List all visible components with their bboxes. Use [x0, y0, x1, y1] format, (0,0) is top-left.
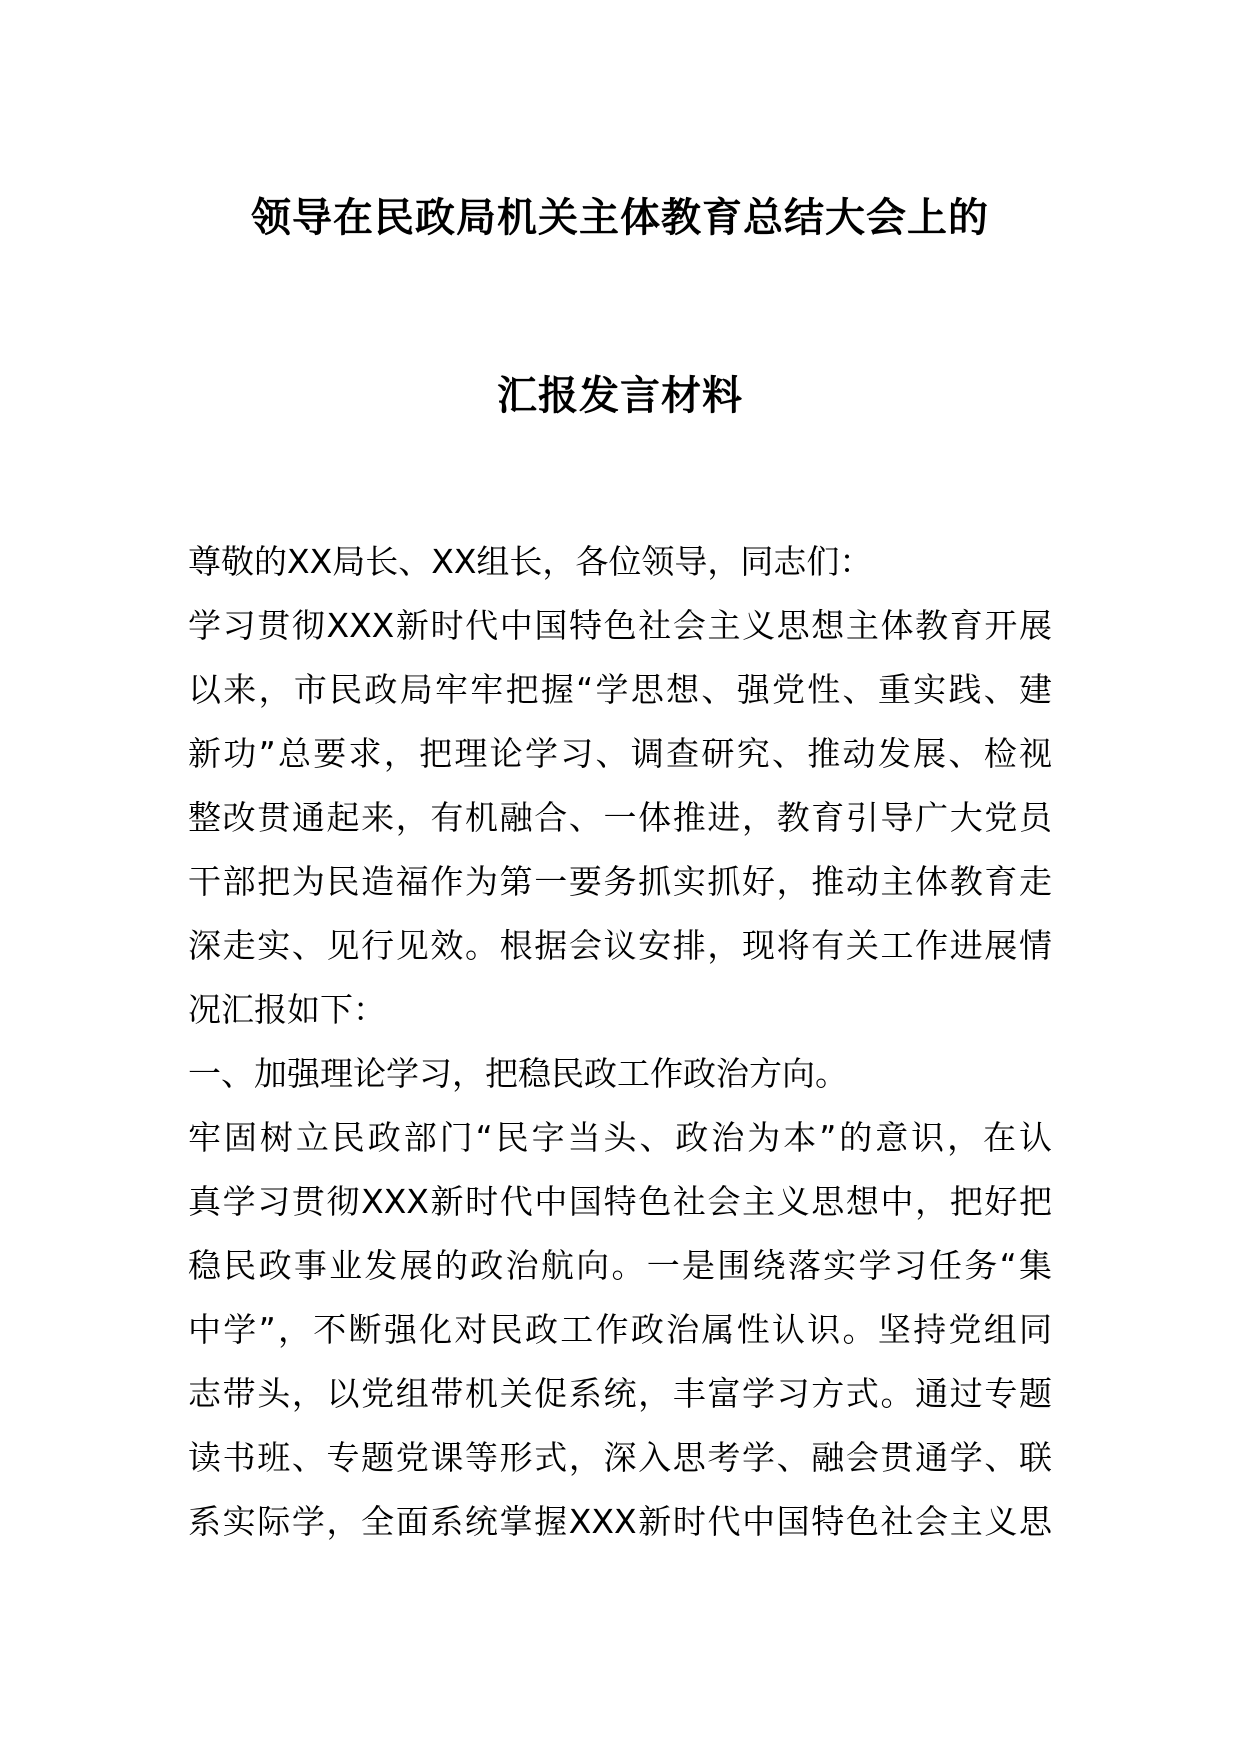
- body-text-line: 读书班、专题党课等形式，深入思考学、融会贯通学、联: [188, 1438, 1052, 1477]
- body-text-line: 稳民政事业发展的政治航向。一是围绕落实学习任务“集: [188, 1246, 1052, 1285]
- body-text-line: 况汇报如下：: [188, 990, 386, 1029]
- section-heading: 一、加强理论学习，把稳民政工作政治方向。: [188, 1054, 848, 1093]
- salutation-line: 尊敬的XX局长、XX组长，各位领导，同志们：: [188, 542, 873, 581]
- body-text-line: 真学习贯彻XXX新时代中国特色社会主义思想中，把好把: [188, 1182, 1052, 1221]
- body-text-line: 深走实、见行见效。根据会议安排，现将有关工作进展情: [188, 926, 1052, 965]
- body-text-line: 志带头，以党组带机关促系统，丰富学习方式。通过专题: [188, 1374, 1052, 1413]
- body-text-line: 整改贯通起来，有机融合、一体推进，教育引导广大党员: [188, 798, 1052, 837]
- body-text-line: 干部把为民造福作为第一要务抓实抓好，推动主体教育走: [188, 862, 1052, 901]
- document-title-line-2: 汇报发言材料: [497, 373, 743, 419]
- body-text-line: 新功”总要求，把理论学习、调查研究、推动发展、检视: [188, 734, 1052, 773]
- body-text-line: 以来，市民政局牢牢把握“学思想、强党性、重实践、建: [188, 670, 1052, 709]
- body-text-line: 系实际学，全面系统掌握XXX新时代中国特色社会主义思: [188, 1502, 1052, 1541]
- body-text-line: 中学”，不断强化对民政工作政治属性认识。坚持党组同: [188, 1310, 1052, 1349]
- body-text-line: 学习贯彻XXX新时代中国特色社会主义思想主体教育开展: [188, 606, 1052, 645]
- document-title-line-1: 领导在民政局机关主体教育总结大会上的: [251, 195, 989, 241]
- body-text-line: 牢固树立民政部门“民字当头、政治为本”的意识，在认: [188, 1118, 1052, 1157]
